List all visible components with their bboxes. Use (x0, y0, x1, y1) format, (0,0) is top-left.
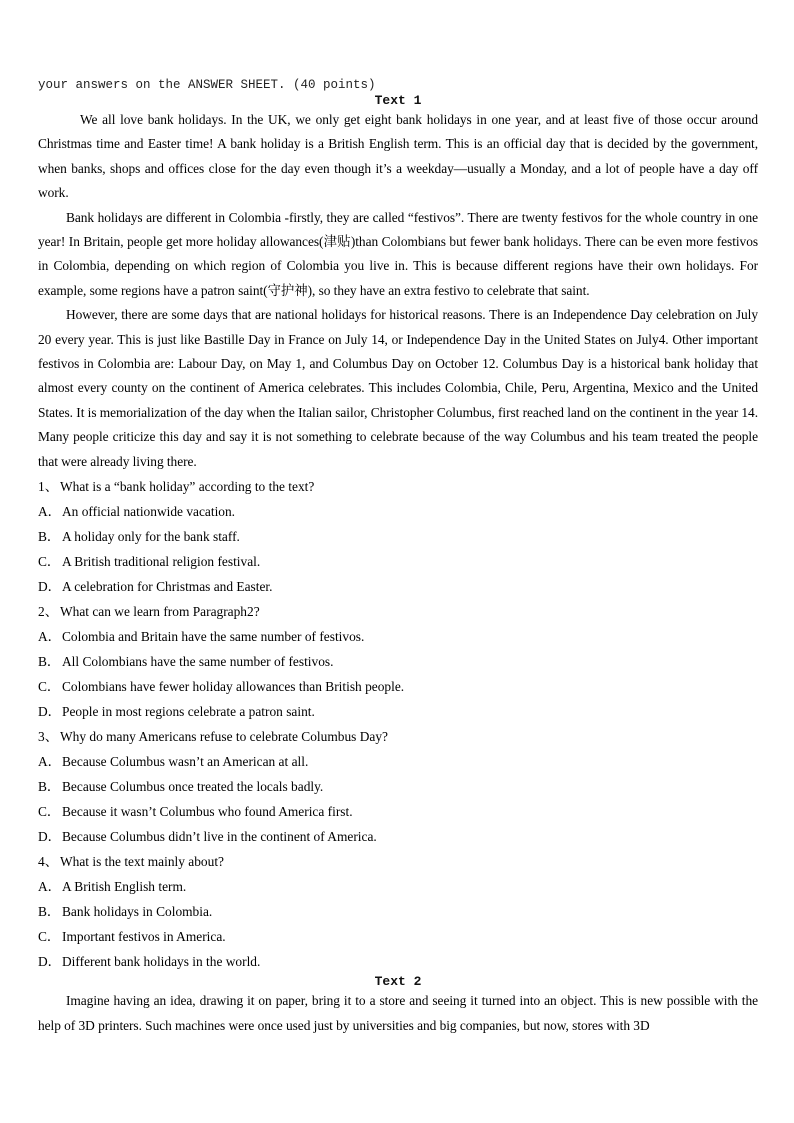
option-letter: B． (38, 529, 61, 545)
option-b[interactable] (38, 774, 758, 799)
option-a[interactable] (38, 624, 758, 649)
option-text: An official nationwide vacation. (62, 504, 236, 520)
option-letter: A． (38, 504, 62, 520)
option-c[interactable] (38, 799, 758, 824)
question-text: What is the text mainly about? (60, 854, 224, 870)
option-letter: B． (38, 654, 61, 670)
text1-paragraph-3: However, there are some days that are national holidays for historical reasons. There is an Independence Day celebration on July 20 every year. This is just like Bastille Day in France on July 14, or Independence Day in the United States on July4. Other important festivos in Colombia are: Labour Day, on May 1, and Columbus Day on October 12. Columbus Day is a historical bank holiday that almost every county on the continent of America celebrates. This includes Colombia, Chile, Peru, Argentina, Mexico and the United States. It is memorialization of the day when the Italian sailor, Christopher Columbus, first reached land on the continent in the year 14. Many people criticize this day and say it is not something to celebrate because of the way Columbus and his team treated the people that were already living there. (38, 307, 758, 469)
option-text: Because Columbus once treated the locals badly. (62, 779, 324, 795)
option-b[interactable] (38, 899, 758, 924)
option-b[interactable] (38, 524, 758, 549)
option-text: All Colombians have the same number of festivos. (62, 654, 334, 670)
option-letter: D． (38, 579, 62, 595)
option-letter: D． (38, 829, 62, 845)
option-letter: C． (38, 929, 61, 945)
question-text: Why do many Americans refuse to celebrate Columbus Day? (60, 729, 388, 745)
text1-title: Text 1 (374, 93, 422, 108)
option-text: People in most regions celebrate a patron saint. (62, 704, 315, 720)
question-4 (38, 849, 758, 974)
instructions-tail: your answers on the ANSWER SHEET. (40 points) (38, 78, 376, 92)
option-c[interactable] (38, 924, 758, 949)
question-number: 1、 (38, 479, 59, 495)
question-number: 2、 (38, 604, 59, 620)
question-number: 4、 (38, 854, 59, 870)
question-1 (38, 474, 758, 599)
text2-title: Text 2 (374, 974, 422, 990)
option-letter: D． (38, 704, 62, 720)
option-text: Because Columbus didn’t live in the continent of America. (62, 829, 377, 845)
question-stem (38, 474, 758, 499)
option-letter: C． (38, 679, 61, 695)
option-text: A British traditional religion festival. (62, 554, 261, 570)
option-text: Colombia and Britain have the same number of festivos. (62, 629, 365, 645)
option-d[interactable] (38, 949, 758, 974)
option-text: Colombians have fewer holiday allowances than British people. (62, 679, 405, 695)
text2-paragraph-1: Imagine having an idea, drawing it on paper, bring it to a store and seeing it turned into an object. This is new possible with the help of 3D printers. Such machines were once used just by universities and big companies, but now, stores with 3D (38, 993, 758, 1033)
option-text: Important festivos in America. (62, 929, 226, 945)
option-a[interactable] (38, 874, 758, 899)
option-letter: B． (38, 779, 61, 795)
option-letter: B． (38, 904, 61, 920)
question-text: What is a “bank holiday” according to the text? (60, 479, 315, 495)
option-letter: D． (38, 954, 62, 970)
option-a[interactable] (38, 499, 758, 524)
question-stem (38, 599, 758, 624)
question-2 (38, 599, 758, 724)
question-3 (38, 724, 758, 849)
question-text: What can we learn from Paragraph2? (60, 604, 260, 620)
option-letter: C． (38, 804, 61, 820)
option-text: A celebration for Christmas and Easter. (62, 579, 273, 595)
question-stem (38, 724, 758, 749)
option-text: Because Columbus wasn’t an American at all. (62, 754, 309, 770)
option-c[interactable] (38, 674, 758, 699)
option-d[interactable] (38, 574, 758, 599)
option-letter: C． (38, 554, 61, 570)
question-stem (38, 849, 758, 874)
option-text: A holiday only for the bank staff. (62, 529, 240, 545)
option-text: Because it wasn’t Columbus who found America first. (62, 804, 353, 820)
text1-paragraph-2: Bank holidays are different in Colombia -firstly, they are called “festivos”. There are twenty festivos for the whole country in one year! In Britain, people get more holiday allowances(津贴)than Colombians but fewer bank holidays. There can be even more festivos in Colombia, depending on which region of Colombia you live in. This is because different regions have their own holidays. For example, some regions have a patron saint(守护神), so they have an extra festivo to celebrate that saint. (38, 209, 758, 298)
option-a[interactable] (38, 749, 758, 774)
exam-page (38, 78, 758, 1038)
option-text: A British English term. (62, 879, 187, 895)
option-letter: A． (38, 629, 62, 645)
option-text: Different bank holidays in the world. (62, 954, 261, 970)
question-number: 3、 (38, 729, 59, 745)
text1-paragraph-1: We all love bank holidays. In the UK, we only get eight bank holidays in one year, and at least five of those occur around Christmas time and Easter time! A bank holiday is a British English term. This is an official day that is decided by the government, when banks, shops and offices close for the day even though it’s a weekday—usually a Monday, and a lot of people have a day off work. (38, 112, 758, 201)
option-text: Bank holidays in Colombia. (62, 904, 213, 920)
option-b[interactable] (38, 649, 758, 674)
option-d[interactable] (38, 824, 758, 849)
option-letter: A． (38, 879, 62, 895)
option-d[interactable] (38, 699, 758, 724)
option-letter: A． (38, 754, 62, 770)
option-c[interactable] (38, 549, 758, 574)
